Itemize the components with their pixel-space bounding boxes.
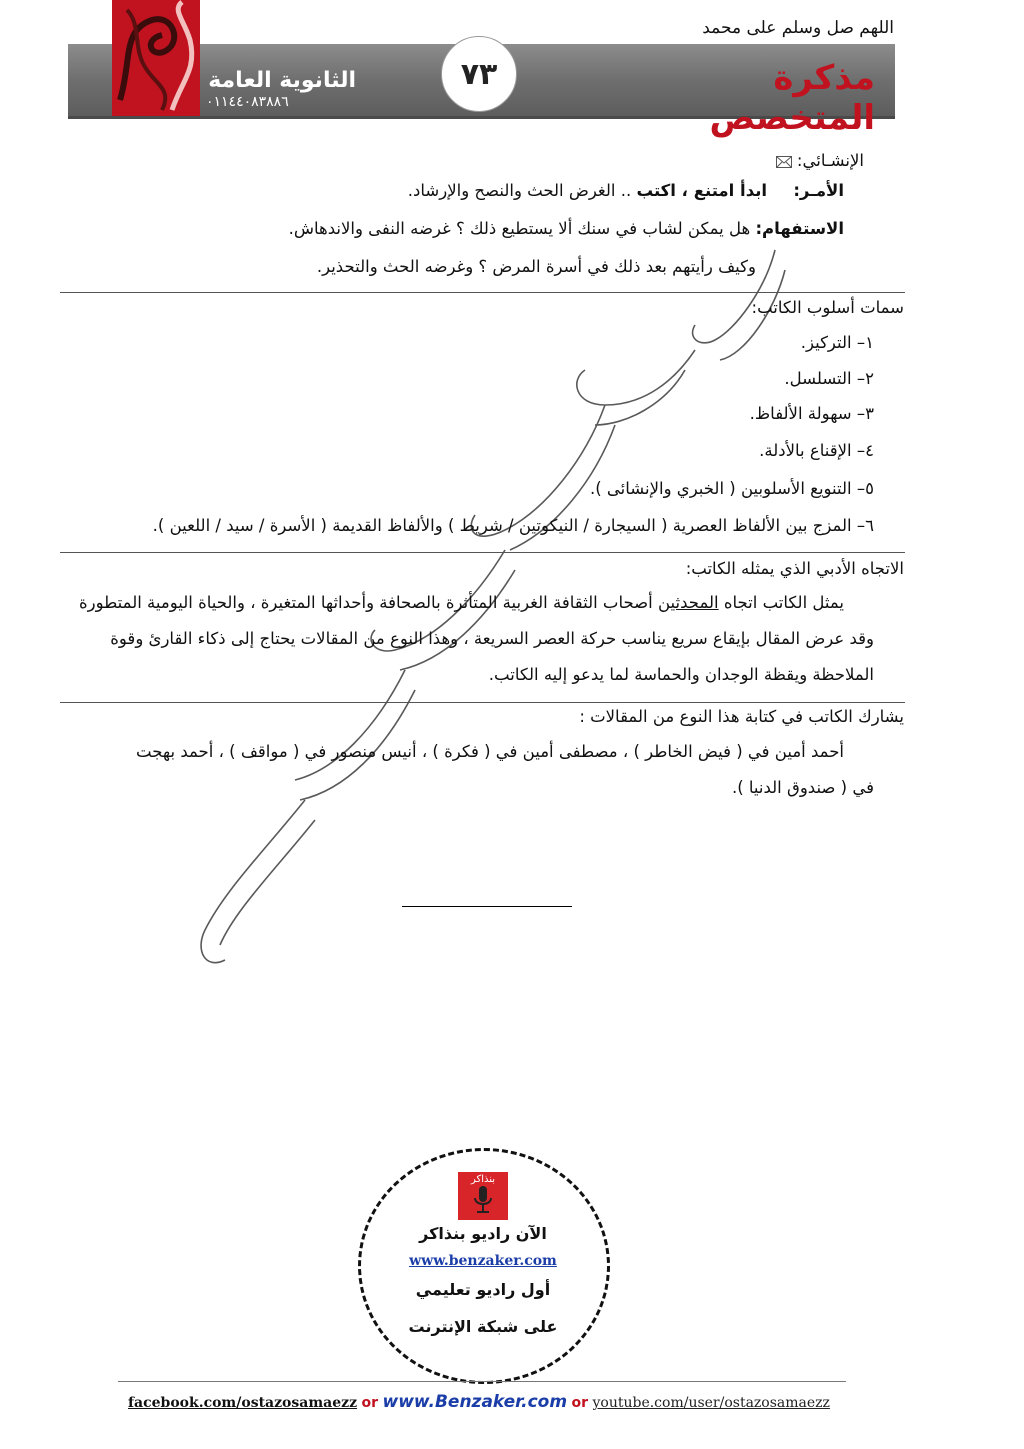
- section-divider: [60, 702, 905, 703]
- writers-line-1: أحمد أمين في ( فيض الخاطر ) ، مصطفى أمين في ( فكرة ) ، أنيس منصور في ( مواقف ) ، أحمد بهجت: [136, 742, 844, 761]
- trend-line-2: وقد عرض المقال بإيقاع سريع يناسب حركة العصر السريعة ، وهذا النوع من المقالات يحتاج إلى ذكاء القارئ وقوة: [110, 629, 874, 648]
- style-item: ٢– التسلسل.: [784, 369, 874, 388]
- radio-line-1: الآن راديو بنذاكر: [419, 1224, 547, 1243]
- closing-line: [402, 906, 572, 907]
- banner-phone: ٠١١٤٤٠٨٣٨٨٦: [206, 94, 289, 110]
- radio-link[interactable]: www.benzaker.com: [409, 1253, 557, 1269]
- istifham-label: الاستفهام:: [755, 219, 844, 238]
- footer-or: or: [361, 1395, 379, 1411]
- insha-heading-label: الإنشـائي:: [796, 151, 864, 170]
- amr-words: ابدأ امتنع ، اكتب: [636, 181, 768, 200]
- writers-heading: يشارك الكاتب في كتابة هذا النوع من المقالات :: [579, 707, 904, 726]
- facebook-link[interactable]: facebook.com/ostazosamaezz: [128, 1395, 358, 1411]
- istifham-line: [289, 218, 844, 240]
- style-item: ٥– التنويع الأسلوبين ( الخبري والإنشائى ).: [589, 479, 874, 498]
- amr-line: [408, 180, 844, 202]
- radio-logo-text: بنذاكر: [470, 1174, 496, 1185]
- footer: [128, 1392, 848, 1412]
- footer-or: or: [571, 1395, 589, 1411]
- writers-line-2: في ( صندوق الدنيا ).: [731, 778, 874, 797]
- banner-left-title: الثانوية العامة: [208, 68, 356, 93]
- trend-line-1-post: أصحاب الثقافة الغربية المتأثرة بالصحافة وأحداثها المتغيرة ، والحياة اليومية المتطورة: [79, 593, 653, 612]
- style-item: ٤– الإقناع بالأدلة.: [759, 441, 874, 460]
- trend-line-1: [79, 592, 844, 614]
- istifham-line-2: وكيف رأيتهم بعد ذلك في أسرة المرض ؟ وغرضه الحث والتحذير.: [316, 257, 756, 276]
- section-divider: [60, 292, 905, 293]
- youtube-link[interactable]: youtube.com/user/ostazosamaezz: [592, 1395, 830, 1411]
- amr-label: الأمـر:: [793, 181, 844, 200]
- istifham-text: هل يمكن لشاب في سنك ألا يستطيع ذلك ؟ غرضه النفى والاندهاش.: [288, 219, 751, 238]
- banner-right-title: مذكرة المتخصص: [709, 58, 875, 138]
- radio-line-2: أول راديو تعليمي: [415, 1280, 551, 1299]
- insha-heading: [776, 150, 864, 172]
- banner-logo: [112, 0, 200, 116]
- trend-underlined-term: المحدثين: [658, 593, 719, 612]
- style-item: ٦– المزج بين الألفاظ العصرية ( السيجارة / النيكوتين / شريط ) والألفاظ القديمة ( الأسرة / سيد / اللعين ).: [152, 516, 874, 535]
- footer-divider: [118, 1381, 846, 1382]
- page-number: ٧٣: [441, 36, 517, 112]
- amr-rest: .. الغرض الحث والنصح والإرشاد.: [407, 181, 632, 200]
- style-heading: سمات أسلوب الكاتب:: [751, 298, 904, 317]
- section-divider: [60, 552, 905, 553]
- envelope-icon: [776, 150, 792, 172]
- trend-line-3: الملاحظة ويقظة الوجدان والحماسة لما يدعو إليه الكاتب.: [488, 665, 874, 684]
- radio-line-3: على شبكة الإنترنت: [408, 1317, 558, 1336]
- style-item: ١– التركيز.: [800, 333, 874, 352]
- trend-line-1-pre: يمثل الكاتب اتجاه: [723, 593, 844, 612]
- style-item: ٣– سهولة الألفاظ.: [749, 404, 874, 423]
- radio-logo: [458, 1172, 508, 1220]
- header-prayer: اللهم صل وسلم على محمد: [702, 18, 894, 38]
- calligraphy-logo-icon: [112, 0, 200, 116]
- benzaker-link[interactable]: www.Benzaker.com: [382, 1392, 568, 1412]
- trend-heading: الاتجاه الأدبي الذي يمثله الكاتب:: [685, 559, 904, 578]
